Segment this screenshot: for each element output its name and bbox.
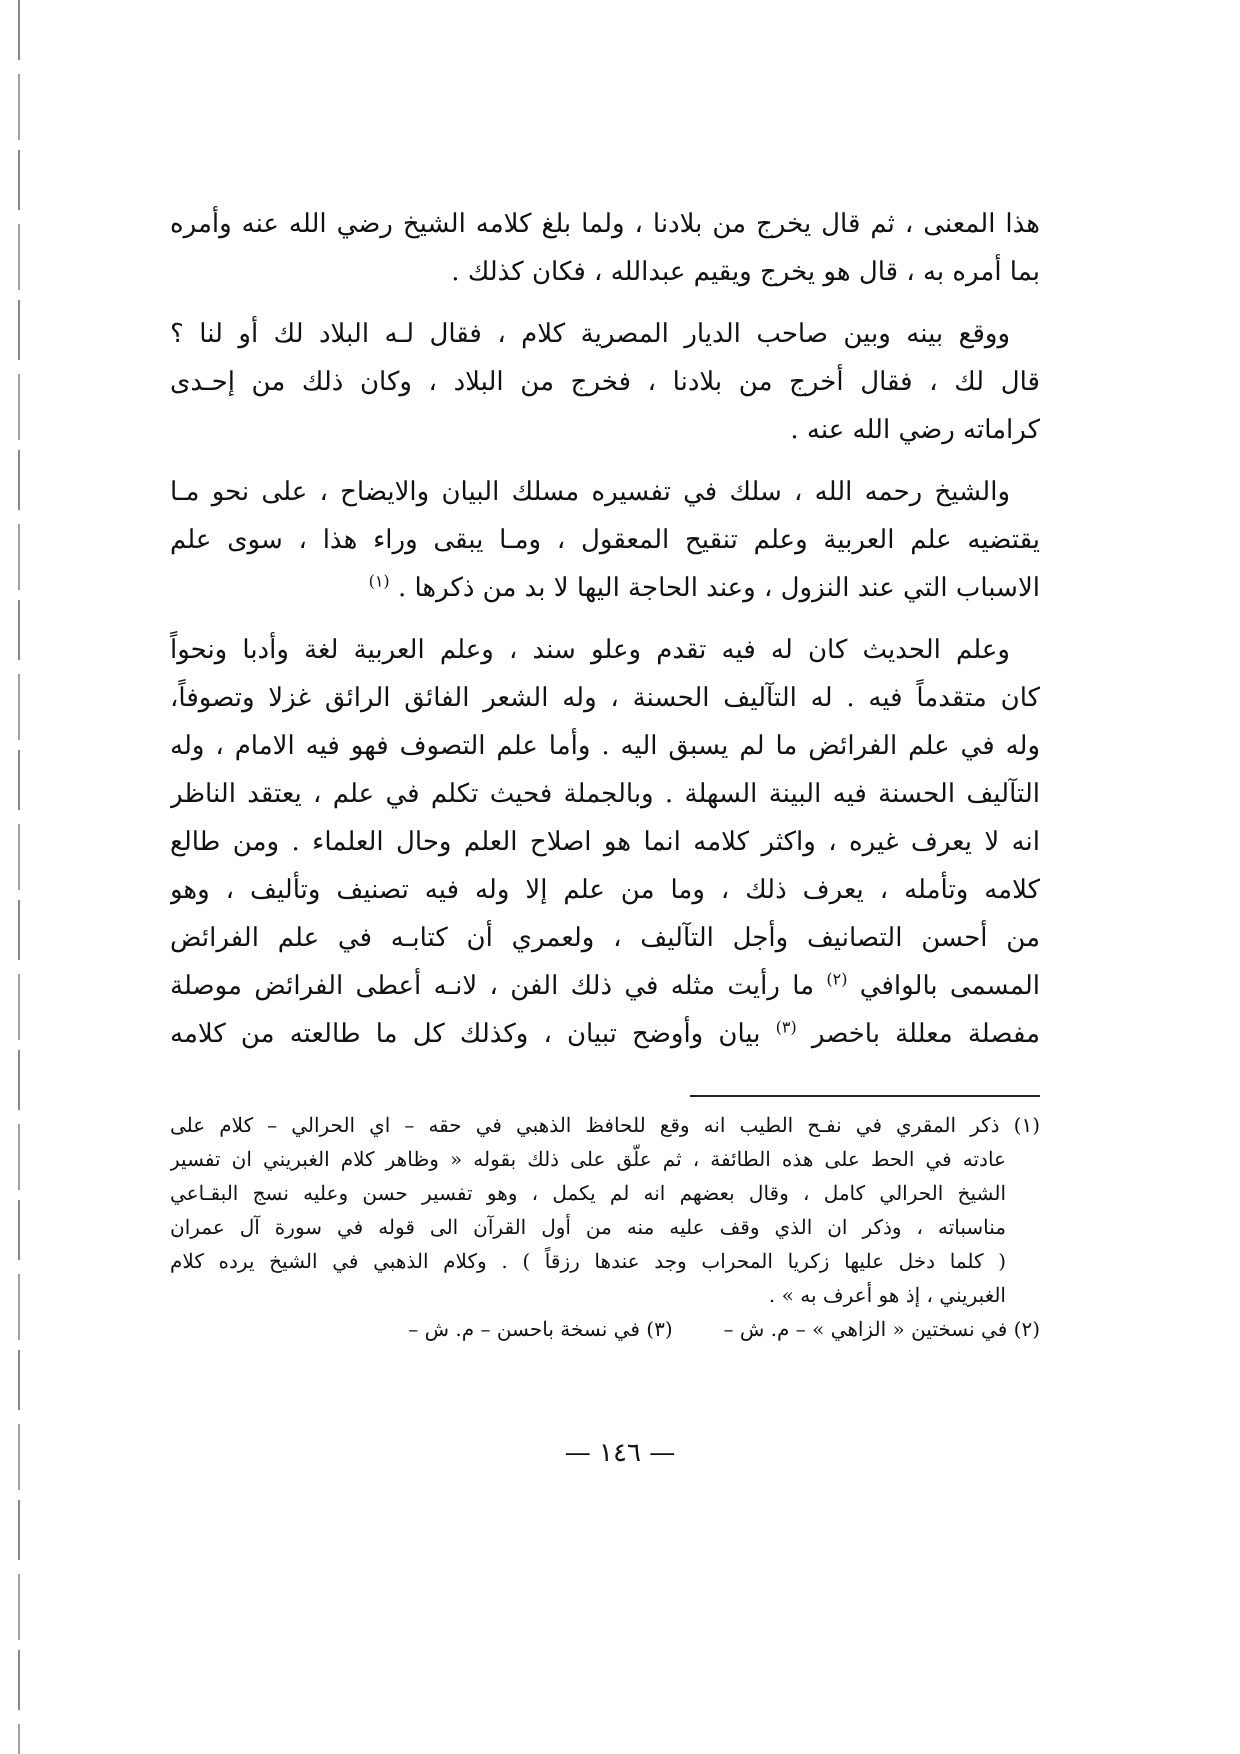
- page-number: — ١٤٦ —: [564, 1438, 676, 1468]
- text-line: وله في علم الفرائض ما لم يسبق اليه . وأما علم التصوف فهو فيه الامام ، وله: [170, 731, 1040, 761]
- footnote-line: الشيخ الحرالي كامل ، وقال بعضهم انه لم يكمل ، وهو تفسير حسن وعليه نسج البقـاعي: [170, 1181, 1006, 1205]
- footnote-line: [170, 1312, 1040, 1346]
- footnote-2: (٢) في نسختين « الزاهي » – م. ش –: [723, 1317, 1040, 1341]
- text-line: انه لا يعرف غيره ، واكثر كلامه انما هو اصلاح العلم وحال العلماء . ومن طالع: [170, 827, 1040, 857]
- footnote-line: الغبريني ، إذ هو أعرف به » .: [768, 1283, 1006, 1307]
- footnote-mark-1: (١): [368, 571, 390, 591]
- footnote-line: عادته في الحط على هذه الطائفة ، ثم علّق على ذلك بقوله « وظاهر كلام الغبريني ان تفسير: [170, 1147, 1006, 1171]
- footnote-line: مناسباته ، وذكر ان الذي وقف عليه منه من أول القرآن الى قوله في سورة آل عمران: [170, 1215, 1006, 1239]
- text-line: كان متقدماً فيه . له التآليف الحسنة ، وله الشعر الفائق الرائق غزلا وتصوفاً،: [170, 683, 1040, 713]
- text-line: بما أمره به ، قال هو يخرج ويقيم عبدالله ، فكان كذلك .: [451, 257, 1040, 287]
- text-line: من أحسن التصانيف وأجل التآليف ، ولعمري أن كتابـه في علم الفرائض: [170, 923, 1040, 953]
- text-line: [170, 564, 1040, 612]
- paragraph-1: [170, 200, 1040, 296]
- paragraph-2: [170, 310, 1040, 454]
- text-line: [170, 1010, 1040, 1058]
- text-line: التآليف الحسنة فيه البينة السهلة . وبالجملة فحيث تكلم في علم ، يعتقد الناظر: [170, 779, 1040, 809]
- text-segment: المسمى بالوافي: [859, 971, 1040, 1001]
- text-line: ووقع بينه وبين صاحب الديار المصرية كلام ، فقال لـه البلاد لك أو لنا ؟: [170, 319, 1010, 349]
- text-line: كراماته رضي الله عنه .: [790, 415, 1040, 445]
- footnote-line: (١) ذكر المقري في نفـح الطيب انه وقع للحافظ الذهبي في حقه – اي الحرالي – كلام على: [170, 1113, 1040, 1137]
- text-segment: ما رأيت مثله في ذلك الفن ، لانـه أعطى الفرائض موصلة: [170, 971, 815, 1001]
- footnote-line: ( كلما دخل عليها زكريا المحراب وجد عندها رزقاً ) . وكلام الذهبي في الشيخ يرده كلام: [170, 1249, 1006, 1273]
- footnotes: [170, 1108, 1040, 1346]
- text-segment: بيان وأوضح تبيان ، وكذلك كل ما طالعته من كلامه: [170, 1019, 761, 1049]
- footnote-3: (٣) في نسخة باحسن – م. ش –: [408, 1317, 673, 1341]
- text-line: [170, 962, 1040, 1010]
- text-line: والشيخ رحمه الله ، سلك في تفسيره مسلك البيان والايضاح ، على نحو مـا: [170, 477, 1010, 507]
- text-line: وعلم الحديث كان له فيه تقدم وعلو سند ، وعلم العربية لغة وأدبا ونحواً: [170, 635, 1010, 665]
- paragraph-3: [170, 468, 1040, 612]
- paragraph-4: [170, 626, 1040, 1058]
- footnote-separator: [690, 1095, 1040, 1097]
- text-segment: الاسباب التي عند النزول ، وعند الحاجة اليها لا بد من ذكرها .: [397, 573, 1040, 603]
- text-line: كلامه وتأمله ، يعرف ذلك ، وما من علم إلا وله فيه تصنيف وتأليف ، وهو: [170, 875, 1040, 905]
- text-segment: مفصلة معللة باخصر: [811, 1019, 1040, 1049]
- page-edge-scan-line: [18, 0, 20, 1754]
- footnote-mark-3: (٣): [775, 1017, 797, 1037]
- text-line: قال لك ، فقال أخرج من بلادنا ، فخرج من البلاد ، وكان ذلك من إحـدى: [170, 367, 1040, 397]
- footnote-mark-2: (٢): [826, 969, 848, 989]
- text-line: يقتضيه علم العربية وعلم تنقيح المعقول ، ومـا يبقى وراء هذا ، سوى علم: [170, 525, 1040, 555]
- main-text: [170, 200, 1040, 1072]
- text-line: هذا المعنى ، ثم قال يخرج من بلادنا ، ولما بلغ كلامه الشيخ رضي الله عنه وأمره: [170, 209, 1040, 239]
